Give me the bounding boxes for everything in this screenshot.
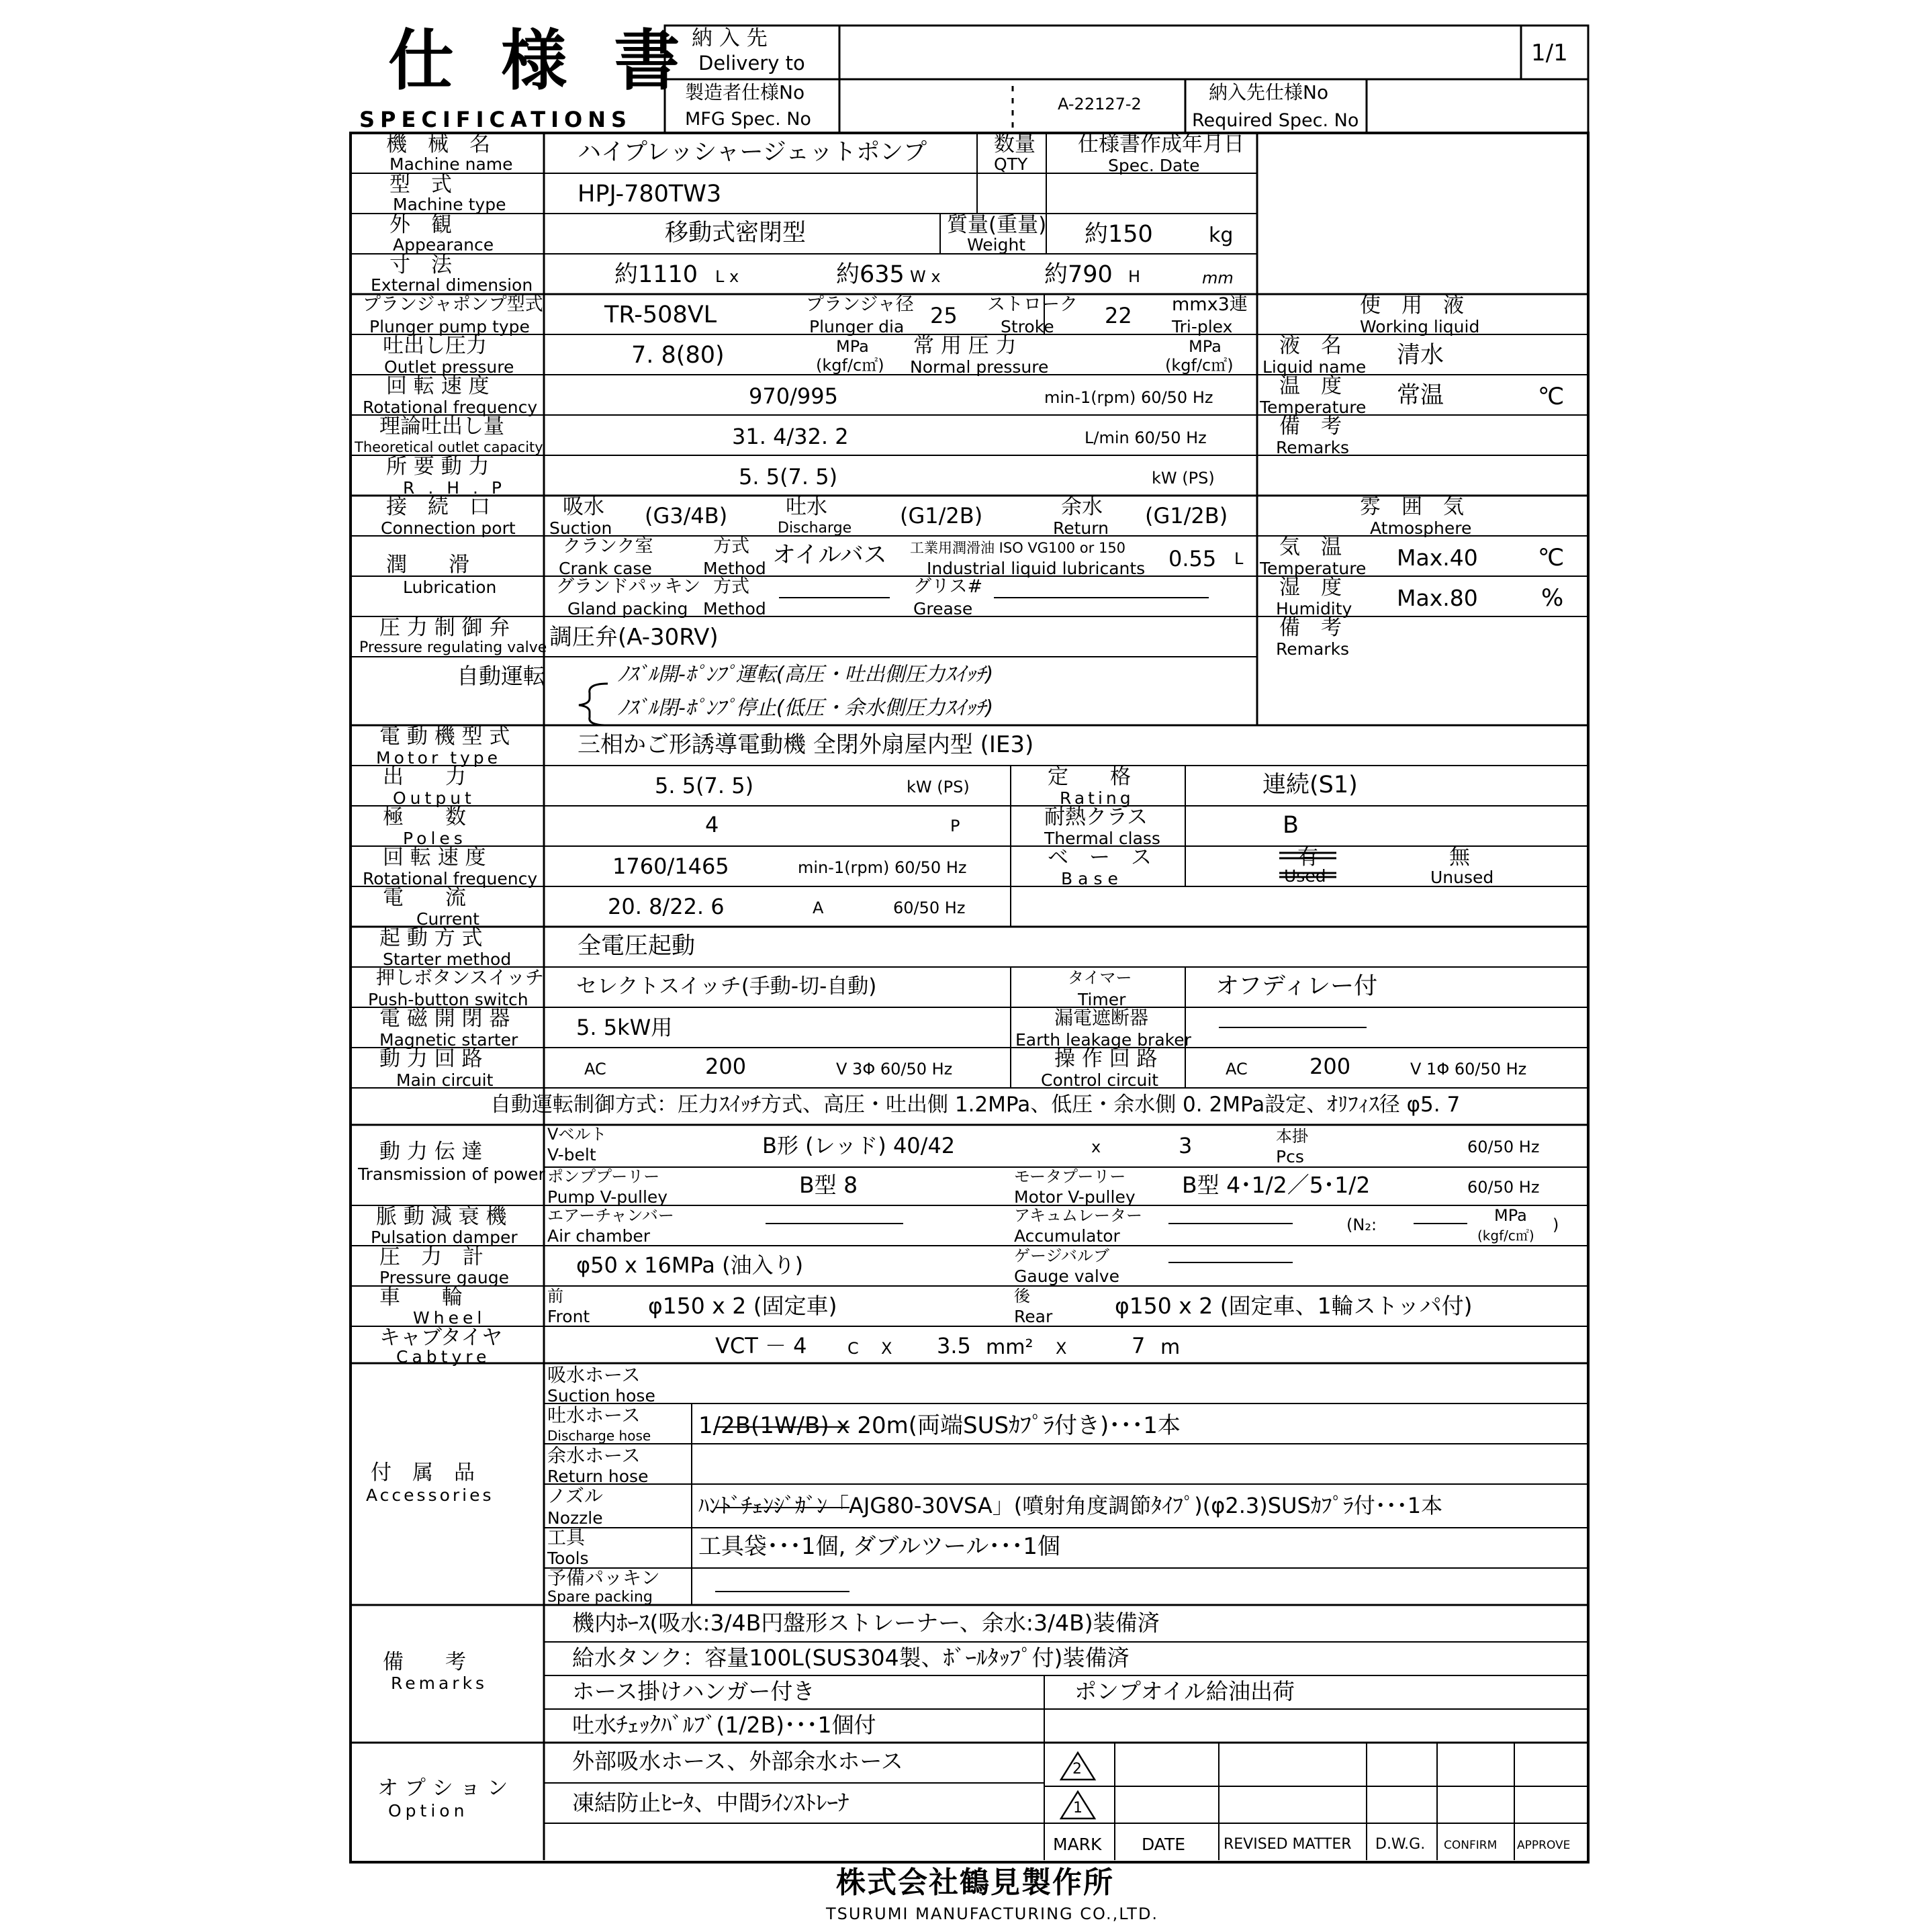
- return-hose-label: 余水ホース: [547, 1444, 641, 1467]
- rear-wheel-value: φ150 x 2 (固定車、1輪ストッパ付): [1115, 1293, 1473, 1319]
- main-circuit-label: 動 力 回 路: [379, 1047, 483, 1071]
- vbelt-label-en: V-belt: [547, 1145, 596, 1164]
- revision-mark-2: 2: [1072, 1761, 1082, 1778]
- control-circuit-label-en: Control circuit: [1041, 1070, 1159, 1090]
- mfg-spec-label: 製造者仕様No: [685, 81, 805, 103]
- accumulator-label: アキュムレーター: [1014, 1206, 1143, 1225]
- rating-label: 定 格: [1048, 765, 1131, 789]
- vbelt-pcs-label-en: Pcs: [1276, 1147, 1304, 1166]
- atmos-remarks-label-en: Remarks: [1276, 639, 1350, 659]
- accumulator-label-en: Accumulator: [1014, 1226, 1120, 1246]
- main-circuit-label-en: Main circuit: [396, 1070, 494, 1090]
- tools-value: 工具袋･･･1個, ダブルツール･･･1個: [698, 1533, 1060, 1560]
- poles-value: 4: [705, 812, 719, 837]
- liquid-temp-value: 常温: [1397, 382, 1444, 409]
- control-circuit-ac: AC: [1226, 1060, 1248, 1078]
- rating-label-en: Rating: [1060, 788, 1134, 808]
- gauge-valve-label-en: Gauge valve: [1014, 1267, 1119, 1286]
- atmosphere-label: 雰 囲 気: [1360, 495, 1464, 519]
- vbelt-times: x: [1091, 1138, 1101, 1156]
- rev-col-revised-matter: REVISED MATTER: [1224, 1836, 1352, 1853]
- base-label-en: Base: [1061, 869, 1123, 888]
- liquid-temp-unit: ℃: [1538, 383, 1565, 410]
- front-wheel-label-en: Front: [547, 1307, 590, 1326]
- humidity-label: 湿 度: [1279, 576, 1342, 600]
- pressure-valve-value: 調圧弁(A-30RV): [549, 624, 719, 651]
- remarks-line-1: 機内ﾎｰｽ(吸水:3/4B円盤形ストレーナー、余水:3/4B)装備済: [572, 1610, 1160, 1636]
- discharge-label-en: Discharge: [778, 520, 852, 537]
- motor-output-unit: kW (PS): [907, 778, 970, 796]
- timer-label-en: Timer: [1078, 990, 1126, 1009]
- liquid-remarks-label: 備 考: [1279, 414, 1342, 439]
- main-circuit-voltage: 200: [705, 1054, 747, 1079]
- outlet-kgf: (kgf/c㎡): [816, 356, 884, 375]
- dimension-label: 寸 法: [389, 253, 452, 277]
- outlet-pressure-value: 7. 8(80): [631, 342, 725, 369]
- main-circuit-ac: AC: [584, 1060, 606, 1078]
- starter-value: 全電圧起動: [578, 933, 696, 960]
- humidity-unit: %: [1541, 585, 1564, 612]
- req-spec-label-en: Required Spec. No: [1192, 110, 1359, 131]
- suction-value: (G3/4B): [645, 503, 728, 528]
- machine-type-label-en: Machine type: [393, 195, 506, 214]
- company-name: 株式会社鶴見製作所: [836, 1866, 1114, 1900]
- stroke-value: 22: [1105, 303, 1132, 328]
- plunger-dia-label: プランジャ径: [806, 294, 914, 315]
- discharge-hose-label: 吐水ホース: [547, 1404, 641, 1426]
- normal-mpa: MPa: [1189, 337, 1222, 356]
- crank-method-label: 方式: [713, 536, 749, 557]
- starter-label: 起 動 方 式: [379, 926, 483, 950]
- poles-label: 極 数: [383, 805, 466, 829]
- crank-case-label-en: Crank case: [559, 559, 652, 578]
- pressure-gauge-label-en: Pressure gauge: [379, 1268, 509, 1287]
- remarks-label-en: Remarks: [391, 1673, 488, 1693]
- thermal-class-label: 耐熱クラス: [1044, 805, 1148, 829]
- option-line-1: 外部吸水ホース、外部余水ホース: [572, 1748, 903, 1774]
- cabtyre-m: m: [1160, 1336, 1181, 1359]
- motor-pulley-label: モータプーリー: [1014, 1167, 1126, 1186]
- theoretical-capacity-label-en: Theoretical outlet capacity: [355, 439, 543, 455]
- suction-hose-label: 吸水ホース: [547, 1364, 641, 1386]
- gauge-valve-label: ゲージバルブ: [1014, 1246, 1109, 1265]
- rear-wheel-label: 後: [1014, 1287, 1030, 1305]
- nozzle-value: ﾊﾝﾄﾞﾁｪﾝｼﾞｶﾞﾝ「AJG80-30VSA」(噴射角度調節ﾀｲﾌﾟ)(φ2.3)SUSｶﾌﾟﾗ付･･･1本: [698, 1493, 1443, 1518]
- spec-date-label-en: Spec. Date: [1108, 156, 1200, 175]
- pulsation-damper-label-en: Pulsation damper: [371, 1228, 518, 1247]
- normal-pressure-label: 常 用 圧 力: [913, 334, 1017, 358]
- return-label-en: Return: [1053, 518, 1109, 538]
- earth-leakage-label: 漏電遮断器: [1054, 1007, 1149, 1029]
- option-label: オ プ シ ョ ン: [377, 1776, 508, 1800]
- theoretical-capacity-unit: L/min 60/50 Hz: [1085, 428, 1207, 447]
- stroke-label-en: Stroke: [1001, 317, 1054, 336]
- control-circuit-voltage: 200: [1309, 1054, 1351, 1079]
- triplex-label-en: Tri-plex: [1172, 317, 1233, 336]
- motor-type-label-en: Motor type: [376, 748, 502, 768]
- oil-label-en: Industrial liquid lubricants: [927, 559, 1146, 578]
- machine-type-label: 型 式: [389, 173, 452, 197]
- magnetic-starter-label-en: Magnetic starter: [379, 1030, 518, 1050]
- suction-label: 吸水: [563, 495, 604, 519]
- crank-case-label: クランク室: [563, 536, 653, 557]
- air-temp-unit: ℃: [1538, 545, 1565, 571]
- suction-hose-label-en: Suction hose: [547, 1386, 655, 1406]
- tools-label: 工具: [547, 1526, 586, 1549]
- weight-label: 質量(重量): [947, 213, 1047, 237]
- plunger-type-value: TR-508VL: [604, 302, 717, 328]
- wheel-label: 車 輪: [379, 1285, 463, 1309]
- machine-type-value: HPJ-780TW3: [578, 181, 722, 208]
- remarks-line-2: 給水タンク：容量100L(SUS304製、ﾎﾞｰﾙﾀｯﾌﾟ付)装備済: [572, 1645, 1130, 1671]
- rear-wheel-label-en: Rear: [1014, 1307, 1053, 1326]
- current-unit: A: [813, 899, 824, 917]
- poles-label-en: Poles: [403, 829, 467, 848]
- weight-label-en: Weight: [967, 235, 1026, 255]
- crank-method-label-en: Method: [703, 559, 766, 578]
- stroke-label: ストローク: [987, 294, 1078, 315]
- return-label: 余水: [1061, 495, 1103, 519]
- dim-width: 約635: [836, 261, 905, 288]
- auto-run-label: 自動運転: [457, 663, 545, 689]
- dim-height: 約790: [1044, 261, 1113, 288]
- rev-col-dwg: D.W.G.: [1375, 1836, 1426, 1853]
- option-label-en: Option: [388, 1801, 469, 1821]
- working-liquid-label: 使 用 液: [1360, 293, 1464, 318]
- dimension-label-en: External dimension: [371, 275, 533, 295]
- air-temp-label-en: Temperature: [1260, 559, 1367, 578]
- grease-label: グリス#: [913, 576, 983, 597]
- qty-label-en: QTY: [994, 154, 1028, 174]
- cabtyre-label: キャブタイヤ: [379, 1326, 503, 1350]
- air-chamber-label: エアーチャンバー: [547, 1206, 674, 1225]
- n2-close: ): [1553, 1215, 1559, 1234]
- gland-packing-label: グランドパッキン: [556, 576, 701, 597]
- tools-label-en: Tools: [547, 1549, 589, 1568]
- accessories-label-en: Accessories: [366, 1485, 494, 1505]
- qty-label: 数量: [994, 132, 1036, 156]
- vbelt-pcs-label: 本掛: [1276, 1127, 1308, 1146]
- nozzle-label-en: Nozzle: [547, 1508, 603, 1528]
- timer-label: タイマー: [1068, 968, 1132, 987]
- rotation-value: 970/995: [749, 383, 838, 409]
- spare-packing-label-en: Spare packing: [547, 1589, 653, 1606]
- theoretical-capacity-label: 理論吐出し量: [379, 414, 504, 439]
- air-temp-value: Max.40: [1397, 545, 1478, 571]
- plunger-dia-value: 25: [930, 303, 958, 328]
- connection-label: 接 続 口: [386, 495, 490, 519]
- vbelt-label: Vベルト: [547, 1125, 607, 1144]
- rhp-unit: kW (PS): [1152, 469, 1215, 488]
- rev-col-mark: MARK: [1053, 1835, 1102, 1854]
- push-button-label: 押しボタンスイッチ: [376, 966, 545, 988]
- pump-pulley-value: B型 8: [799, 1172, 858, 1198]
- appearance-value: 移動式密閉型: [665, 220, 807, 246]
- pressure-valve-label: 圧 力 制 御 弁: [379, 616, 510, 640]
- outlet-mpa: MPa: [836, 337, 869, 356]
- liquid-temp-label-en: Temperature: [1260, 398, 1367, 417]
- thermal-class-label-en: Thermal class: [1044, 829, 1160, 848]
- front-wheel-label: 前: [547, 1287, 563, 1305]
- atmos-remarks-label: 備 考: [1279, 616, 1342, 640]
- doc-title: 仕 様 書: [388, 23, 692, 99]
- cabtyre-c: C: [847, 1339, 859, 1358]
- rhp-label: 所 要 動 力: [386, 455, 490, 479]
- earth-leakage-label-en: Earth leakage braker: [1015, 1030, 1191, 1050]
- vbelt-value: B形 (レッド) 40/42: [762, 1133, 956, 1158]
- motor-output-value: 5. 5(7. 5): [655, 773, 754, 798]
- liquid-name-label-en: Liquid name: [1262, 357, 1367, 377]
- cabtyre-label-en: Cabtyre: [396, 1347, 491, 1367]
- motor-pulley-label-en: Motor V-pulley: [1014, 1187, 1136, 1207]
- mfg-spec-value: A-22127-2: [1058, 95, 1142, 113]
- lubrication-label: 潤 滑: [386, 553, 469, 577]
- pump-pulley-label: ポンププーリー: [547, 1167, 660, 1186]
- control-circuit-label: 操 作 回 路: [1054, 1047, 1158, 1071]
- dim-unit: mm: [1202, 269, 1234, 287]
- oil-unit: L: [1234, 549, 1244, 568]
- weight-value: 約150: [1085, 221, 1153, 248]
- option-line-2: 凍結防止ﾋｰﾀ、中間ﾗｲﾝｽﾄﾚｰﾅ: [572, 1790, 849, 1816]
- transmission-label: 動 力 伝 達: [379, 1140, 483, 1164]
- current-label: 電 流: [383, 886, 466, 910]
- pulley-hz: 60/50 Hz: [1467, 1178, 1540, 1197]
- base-unused-label: 無: [1449, 845, 1470, 870]
- humidity-label-en: Humidity: [1276, 599, 1352, 618]
- rating-value: 連続(S1): [1262, 772, 1358, 798]
- page-number: 1/1: [1531, 40, 1568, 66]
- timer-value: オフディレー付: [1215, 973, 1378, 1000]
- cabtyre-x1: X: [881, 1339, 892, 1358]
- weight-unit: kg: [1209, 224, 1234, 247]
- rev-col-approve: APPROVE: [1517, 1839, 1571, 1852]
- liquid-name-value: 清水: [1397, 342, 1444, 369]
- motor-output-label: 出 力: [383, 765, 466, 789]
- company-name-en: TSURUMI MANUFACTURING CO.,LTD.: [826, 1904, 1159, 1923]
- cabtyre-length: 7: [1132, 1333, 1146, 1359]
- n2-label: (N₂:: [1346, 1215, 1377, 1234]
- remarks-line-3a: ホース掛けハンガー付き: [572, 1678, 815, 1704]
- base-unused-label-en: Unused: [1430, 868, 1494, 887]
- front-wheel-value: φ150 x 2 (固定車): [648, 1293, 837, 1319]
- n2-kgf: (kgf/c㎡): [1477, 1228, 1534, 1244]
- pulsation-damper-label: 脈 動 減 衰 機: [376, 1205, 507, 1229]
- base-used-label-en: Used: [1284, 866, 1326, 886]
- gland-packing-label-en: Gland packing: [567, 599, 688, 618]
- rev-col-date: DATE: [1142, 1835, 1186, 1854]
- transmission-label-en: Transmission of power: [358, 1164, 545, 1184]
- plunger-dia-label-en: Plunger dia: [809, 317, 905, 336]
- vbelt-pcs-value: 3: [1179, 1133, 1193, 1158]
- pressure-valve-label-en: Pressure regulating valve: [359, 639, 547, 656]
- spare-packing-label: 予備パッキン: [547, 1567, 660, 1589]
- outlet-pressure-label-en: Outlet pressure: [384, 357, 514, 377]
- dim-length-unit: L x: [715, 267, 739, 286]
- n2-mpa: MPa: [1494, 1206, 1527, 1225]
- rhp-label-en: R . H . P: [403, 478, 506, 498]
- magnetic-starter-value: 5. 5kW用: [576, 1015, 673, 1040]
- gland-method-label-en: Method: [703, 599, 766, 618]
- liquid-temp-label: 温 度: [1279, 374, 1342, 398]
- current-value: 20. 8/22. 6: [608, 894, 725, 919]
- plunger-type-label-en: Plunger pump type: [369, 317, 530, 336]
- cabtyre-mm: mm²: [986, 1336, 1033, 1359]
- normal-pressure-label-en: Normal pressure: [910, 357, 1049, 377]
- pump-pulley-label-en: Pump V-pulley: [547, 1187, 668, 1207]
- oil-value: 0.55: [1168, 546, 1217, 571]
- cabtyre-vct: VCT － 4: [715, 1333, 807, 1359]
- motor-rotation-value: 1760/1465: [612, 854, 729, 879]
- machine-name-label-en: Machine name: [389, 154, 513, 174]
- outlet-pressure-label: 吐出し圧力: [383, 334, 487, 358]
- vbelt-hz: 60/50 Hz: [1467, 1138, 1540, 1156]
- motor-rotation-label-en: Rotational frequency: [363, 869, 538, 888]
- accessories-label: 付 属 品: [371, 1461, 475, 1485]
- discharge-value: (G1/2B): [900, 503, 983, 528]
- discharge-hose-label-en: Discharge hose: [547, 1428, 651, 1444]
- normal-kgf: (kgf/c㎡): [1165, 356, 1234, 375]
- gland-method-label: 方式: [713, 576, 749, 597]
- starter-label-en: Starter method: [383, 950, 512, 969]
- appearance-label: 外 観: [389, 213, 452, 237]
- cabtyre-size: 3.5: [937, 1333, 971, 1359]
- dim-height-unit: H: [1128, 267, 1141, 286]
- pressure-gauge-value: φ50 x 16MPa (油入り): [576, 1252, 804, 1278]
- grease-label-en: Grease: [913, 599, 973, 618]
- motor-type-value: 三相かご形誘導電動機 全閉外扇屋内型 (IE3): [578, 731, 1034, 758]
- liquid-remarks-label-en: Remarks: [1276, 438, 1350, 457]
- motor-pulley-value: B型 4･1/2／5･1/2: [1182, 1172, 1371, 1198]
- cabtyre-x2: X: [1056, 1339, 1067, 1358]
- revision-mark-1: 1: [1073, 1800, 1083, 1816]
- dim-length: 約1110: [614, 261, 698, 288]
- motor-rotation-unit: min-1(rpm) 60/50 Hz: [798, 858, 967, 877]
- atmosphere-label-en: Atmosphere: [1370, 518, 1472, 538]
- pressure-gauge-label: 圧 力 計: [379, 1245, 484, 1269]
- remarks-line-4: 吐水ﾁｪｯｸﾊﾞﾙﾌﾞ(1/2B)･･･1個付: [572, 1712, 876, 1738]
- current-hz: 60/50 Hz: [893, 899, 966, 917]
- nozzle-label: ノズル: [547, 1485, 603, 1507]
- appearance-label-en: Appearance: [393, 235, 494, 255]
- connection-label-en: Connection port: [381, 518, 516, 538]
- req-spec-label: 納入先仕様No: [1209, 81, 1329, 103]
- push-button-label-en: Push-button switch: [368, 990, 528, 1009]
- working-liquid-label-en: Working liquid: [1360, 317, 1480, 336]
- dim-width-unit: W x: [910, 267, 941, 286]
- wheel-label-en: Wheel: [413, 1308, 486, 1328]
- remarks-label: 備 考: [383, 1650, 466, 1674]
- rhp-value: 5. 5(7. 5): [739, 464, 838, 490]
- auto-control-note: 自動運転制御方式：圧力ｽｲｯﾁ方式、高圧・吐出側 1.2MPa、低圧・余水側 0. 2MPa設定、ｵﾘﾌｨｽ径 φ5. 7: [490, 1093, 1461, 1117]
- rotation-label-en: Rotational frequency: [363, 398, 538, 417]
- rev-col-confirm: CONFIRM: [1444, 1839, 1498, 1852]
- lubrication-label-en: Lubrication: [403, 578, 497, 597]
- motor-type-label: 電 動 機 型 式: [379, 725, 510, 749]
- machine-name-label: 機 械 名: [386, 132, 490, 156]
- push-button-value: セレクトスイッチ(手動-切-自動): [576, 974, 877, 999]
- delivery-label: 納 入 先: [692, 26, 768, 50]
- mfg-spec-label-en: MFG Spec. No: [685, 109, 811, 130]
- rotation-unit: min-1(rpm) 60/50 Hz: [1044, 388, 1213, 407]
- return-value: (G1/2B): [1145, 503, 1228, 528]
- control-circuit-unit: V 1Φ 60/50 Hz: [1410, 1060, 1527, 1078]
- plunger-type-label: プランジャポンプ型式: [363, 294, 543, 315]
- liquid-name-label: 液 名: [1279, 334, 1342, 358]
- spec-date-label: 仕様書作成年月日: [1078, 132, 1244, 156]
- main-circuit-unit: V 3Φ 60/50 Hz: [836, 1060, 953, 1078]
- motor-rotation-label: 回 転 速 度: [383, 845, 486, 870]
- magnetic-starter-label: 電 磁 開 閉 器: [379, 1007, 510, 1031]
- base-label: ベ ー ス: [1048, 845, 1152, 870]
- thermal-class-value: B: [1283, 812, 1299, 839]
- poles-unit: P: [950, 817, 960, 835]
- return-hose-label-en: Return hose: [547, 1467, 649, 1486]
- crank-method-value: オイルバス: [772, 542, 887, 569]
- humidity-value: Max.80: [1397, 585, 1478, 611]
- remarks-line-3b: ポンプオイル給油出荷: [1074, 1678, 1295, 1704]
- triplex-label: mmx3連: [1172, 294, 1248, 315]
- machine-name-value: ハイプレッシャージェットポンプ: [578, 139, 927, 166]
- rotation-label: 回 転 速 度: [386, 374, 490, 398]
- auto-run-line-1: ﾉｽﾞﾙ開-ﾎﾟﾝﾌﾟ運転(高圧・吐出側圧力ｽｲｯﾁ): [618, 663, 994, 686]
- air-temp-label: 気 温: [1279, 535, 1342, 559]
- doc-title-en: SPECIFICATIONS: [359, 107, 633, 132]
- suction-label-en: Suction: [549, 518, 612, 538]
- current-label-en: Current: [416, 909, 479, 929]
- motor-output-label-en: Output: [393, 788, 475, 808]
- base-used-label: 有: [1297, 845, 1318, 870]
- theoretical-capacity-value: 31. 4/32. 2: [732, 424, 849, 449]
- discharge-label: 吐水: [786, 495, 827, 519]
- delivery-label-en: Delivery to: [698, 52, 805, 75]
- air-chamber-label-en: Air chamber: [547, 1226, 651, 1246]
- discharge-hose-value: 1/2B(1W/B) x 20m(両端SUSｶﾌﾟﾗ付き)･･･1本: [698, 1412, 1181, 1439]
- auto-run-line-2: ﾉｽﾞﾙ閉-ﾎﾟﾝﾌﾟ停止(低圧・余水側圧力ｽｲｯﾁ): [618, 696, 994, 720]
- oil-label: 工業用潤滑油 ISO VG100 or 150: [910, 540, 1126, 556]
